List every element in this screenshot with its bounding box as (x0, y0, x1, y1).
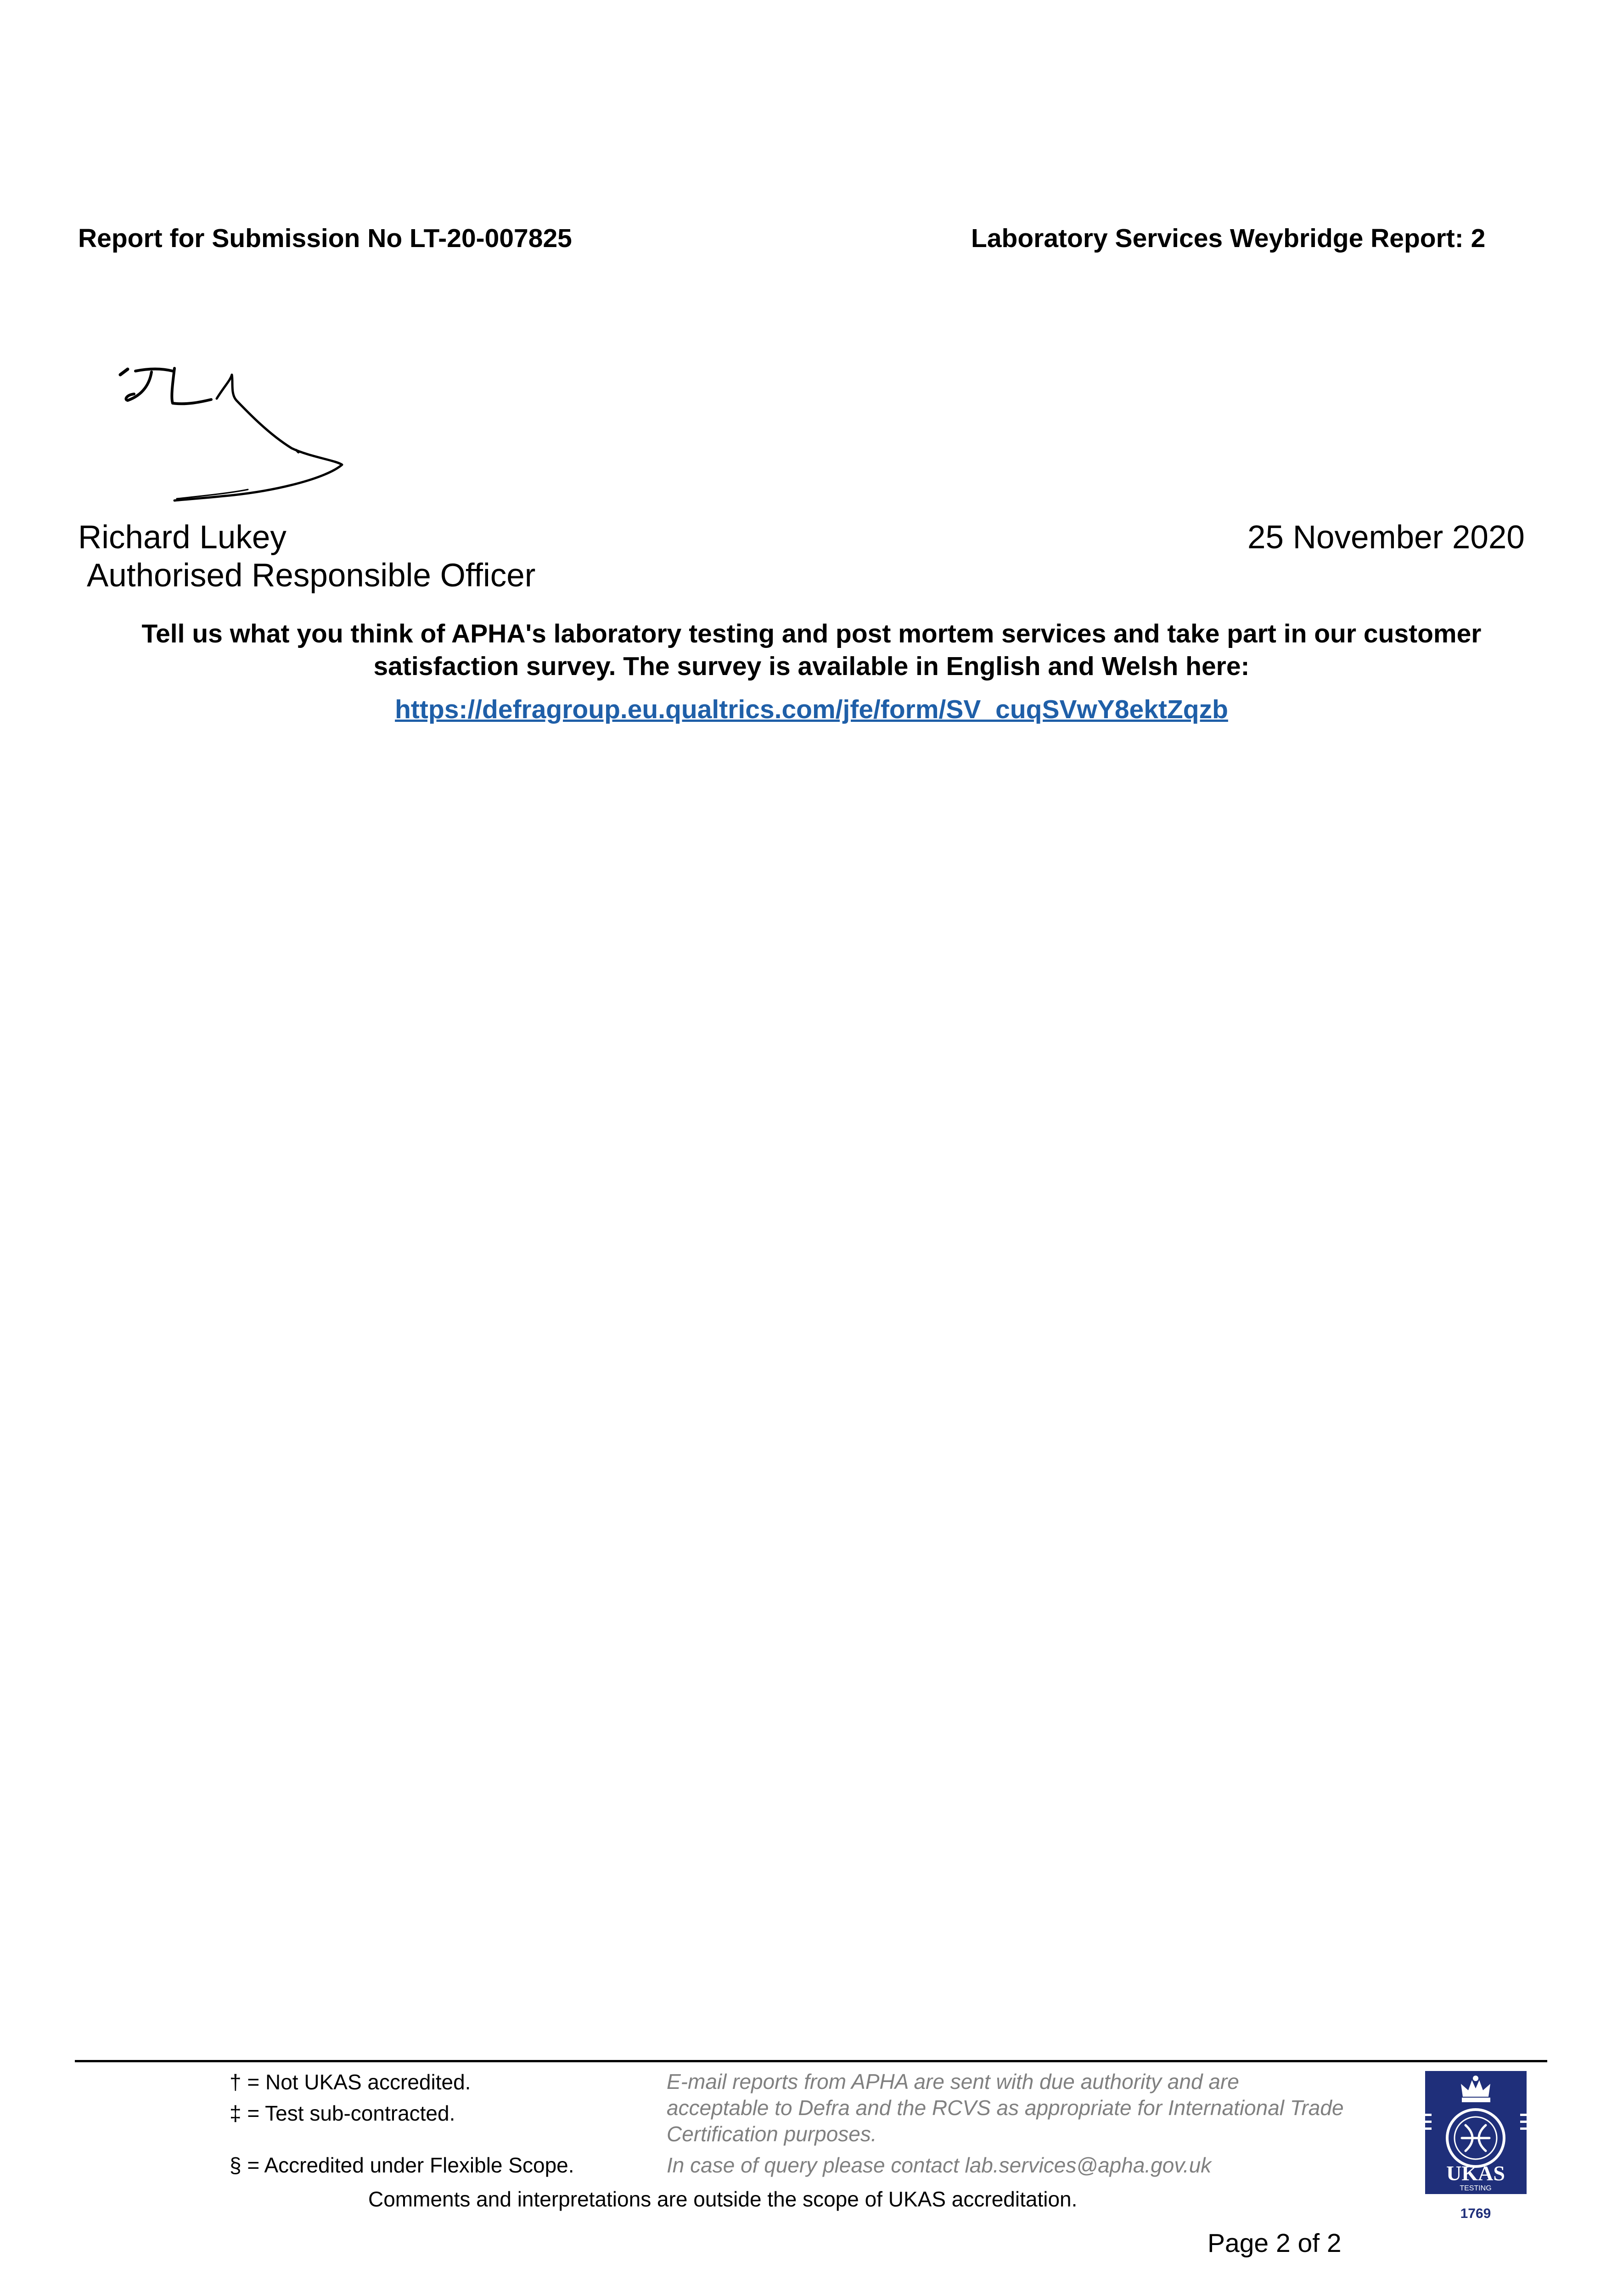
survey-link[interactable]: https://defragroup.eu.qualtrics.com/jfe/form/SV_cuqSVwY8ektZqzb (395, 695, 1228, 724)
ukas-logo-sub-text: TESTING (1460, 2184, 1492, 2192)
submission-number: Report for Submission No LT-20-007825 (78, 224, 572, 253)
signature-image (110, 358, 358, 514)
email-reports-note: E-mail reports from APHA are sent with due authority and are acceptable to Defra and the RCVS as appropriate for International Trade Certification purposes. (667, 2070, 1344, 2146)
footnote-subcontracted: ‡ = Test sub-contracted. (230, 2101, 455, 2125)
accreditation-scope-note: Comments and interpretations are outside the scope of UKAS accreditation. (368, 2187, 1078, 2211)
footer-divider (75, 2060, 1547, 2062)
signer-title: Authorised Responsible Officer (87, 557, 536, 594)
lab-report-title: Laboratory Services Weybridge Report: 2 (971, 224, 1486, 253)
page-number: Page 2 of 2 (1207, 2228, 1342, 2258)
footnote-not-accredited: † = Not UKAS accredited. (230, 2070, 471, 2094)
signer-name: Richard Lukey (78, 519, 286, 556)
survey-invitation: Tell us what you think of APHA's laboratory testing and post mortem services and take part in our customer satisfaction survey. The survey is available in English and Welsh here: (141, 619, 1482, 681)
ukas-logo-number: 1769 (1460, 2206, 1491, 2221)
ukas-logo-main-text: UKAS (1446, 2161, 1505, 2185)
query-contact-note: In case of query please contact lab.services@apha.gov.uk (667, 2153, 1212, 2177)
ukas-testing-logo (1424, 2070, 1528, 2226)
footnote-flexible-scope: § = Accredited under Flexible Scope. (230, 2153, 574, 2177)
report-date: 25 November 2020 (1247, 519, 1525, 556)
